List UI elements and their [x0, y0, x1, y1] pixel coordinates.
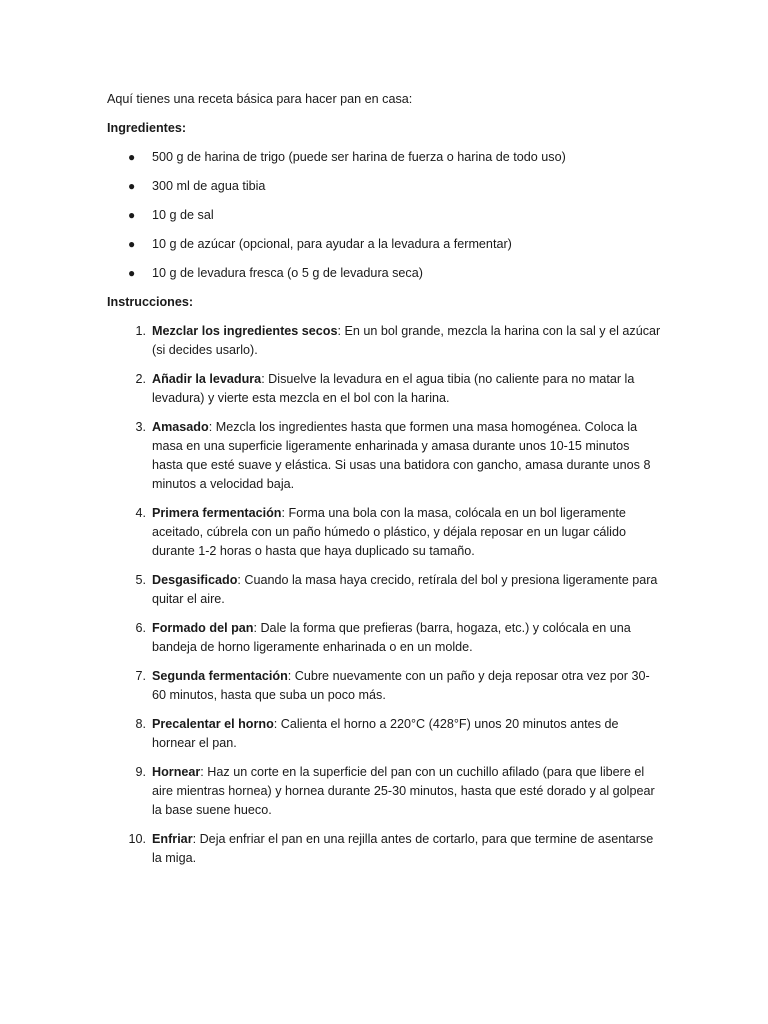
step-title: Amasado — [152, 420, 209, 434]
ingredient-text: 10 g de sal — [152, 208, 214, 222]
step-number: 6. — [135, 621, 146, 635]
step-title: Precalentar el horno — [152, 717, 274, 731]
step-number: 3. — [135, 420, 146, 434]
step-title: Hornear — [152, 765, 201, 779]
bullet-icon: ● — [128, 237, 136, 251]
step-number: 1. — [135, 324, 146, 338]
step-text: : Disuelve la levadura en el agua tibia (no caliente para no matar la levadura) y vierte esta mezcla en el bol con la harina. — [152, 372, 635, 405]
bullet-icon: ● — [128, 208, 136, 222]
ingredient-item — [107, 235, 662, 254]
instruction-step — [107, 715, 662, 753]
instruction-step — [107, 763, 662, 820]
step-number: 5. — [135, 573, 146, 587]
instructions-list — [107, 322, 662, 868]
step-text: : Deja enfriar el pan en una rejilla antes de cortarlo, para que termine de asentarse la miga. — [152, 832, 654, 865]
ingredient-item — [107, 264, 662, 283]
step-title: Añadir la levadura — [152, 372, 262, 386]
instructions-heading: Instrucciones: — [107, 295, 194, 309]
step-text: : En un bol grande, mezcla la harina con la sal y el azúcar (si decides usarlo). — [152, 324, 661, 357]
step-number: 2. — [135, 372, 146, 386]
ingredient-item — [107, 148, 662, 167]
step-number: 4. — [135, 506, 146, 520]
instruction-step — [107, 322, 662, 360]
bullet-icon: ● — [128, 179, 136, 193]
instruction-step — [107, 571, 662, 609]
instruction-step — [107, 667, 662, 705]
ingredient-text: 10 g de azúcar (opcional, para ayudar a la levadura a fermentar) — [152, 237, 512, 251]
ingredient-text: 10 g de levadura fresca (o 5 g de levadura seca) — [152, 266, 423, 280]
step-title: Segunda fermentación — [152, 669, 288, 683]
step-text: : Haz un corte en la superficie del pan con un cuchillo afilado (para que libere el aire mientras hornea) y hornea durante 25-30 minutos, hasta que esté dorado y al golpear la base suene hueco. — [152, 765, 655, 817]
bullet-icon: ● — [128, 266, 136, 280]
ingredient-text: 500 g de harina de trigo (puede ser harina de fuerza o harina de todo uso) — [152, 150, 566, 164]
step-number: 8. — [135, 717, 146, 731]
bullet-icon: ● — [128, 150, 136, 164]
step-text: : Mezcla los ingredientes hasta que formen una masa homogénea. Coloca la masa en una superficie ligeramente enharinada y amasa durante unos 10-15 minutos hasta que esté suave y elástica. Si usas una batidora con gancho, amasa durante unos 8 minutos a velocidad baja. — [152, 420, 651, 491]
intro-text: Aquí tienes una receta básica para hacer pan en casa: — [107, 92, 413, 106]
instruction-step — [107, 418, 662, 494]
ingredient-item — [107, 206, 662, 225]
ingredient-text: 300 ml de agua tibia — [152, 179, 266, 193]
step-text: : Forma una bola con la masa, colócala en un bol ligeramente aceitado, cúbrela con un paño húmedo o plástico, y déjala reposar en un lugar cálido durante 1-2 horas o hasta que haya duplicado su tamaño. — [152, 506, 626, 558]
instruction-step — [107, 370, 662, 408]
ingredient-item — [107, 177, 662, 196]
step-title: Primera fermentación — [152, 506, 282, 520]
step-text: : Cubre nuevamente con un paño y deja reposar otra vez por 30-60 minutos, hasta que suba un poco más. — [152, 669, 650, 702]
ingredients-heading: Ingredientes: — [107, 121, 187, 135]
step-title: Formado del pan — [152, 621, 254, 635]
step-title: Desgasificado — [152, 573, 238, 587]
ingredients-list — [107, 148, 662, 283]
step-text: : Calienta el horno a 220°C (428°F) unos 20 minutos antes de hornear el pan. — [152, 717, 619, 750]
instruction-step — [107, 830, 662, 868]
instruction-step — [107, 619, 662, 657]
step-number: 9. — [135, 765, 146, 779]
instruction-step — [107, 504, 662, 561]
step-title: Mezclar los ingredientes secos — [152, 324, 338, 338]
step-text: : Cuando la masa haya crecido, retírala del bol y presiona ligeramente para quitar el aire. — [152, 573, 658, 606]
document-page — [107, 90, 662, 878]
step-number: 10. — [128, 832, 146, 846]
step-title: Enfriar — [152, 832, 193, 846]
step-text: : Dale la forma que prefieras (barra, hogaza, etc.) y colócala en una bandeja de horno ligeramente enharinada o en un molde. — [152, 621, 631, 654]
step-number: 7. — [135, 669, 146, 683]
